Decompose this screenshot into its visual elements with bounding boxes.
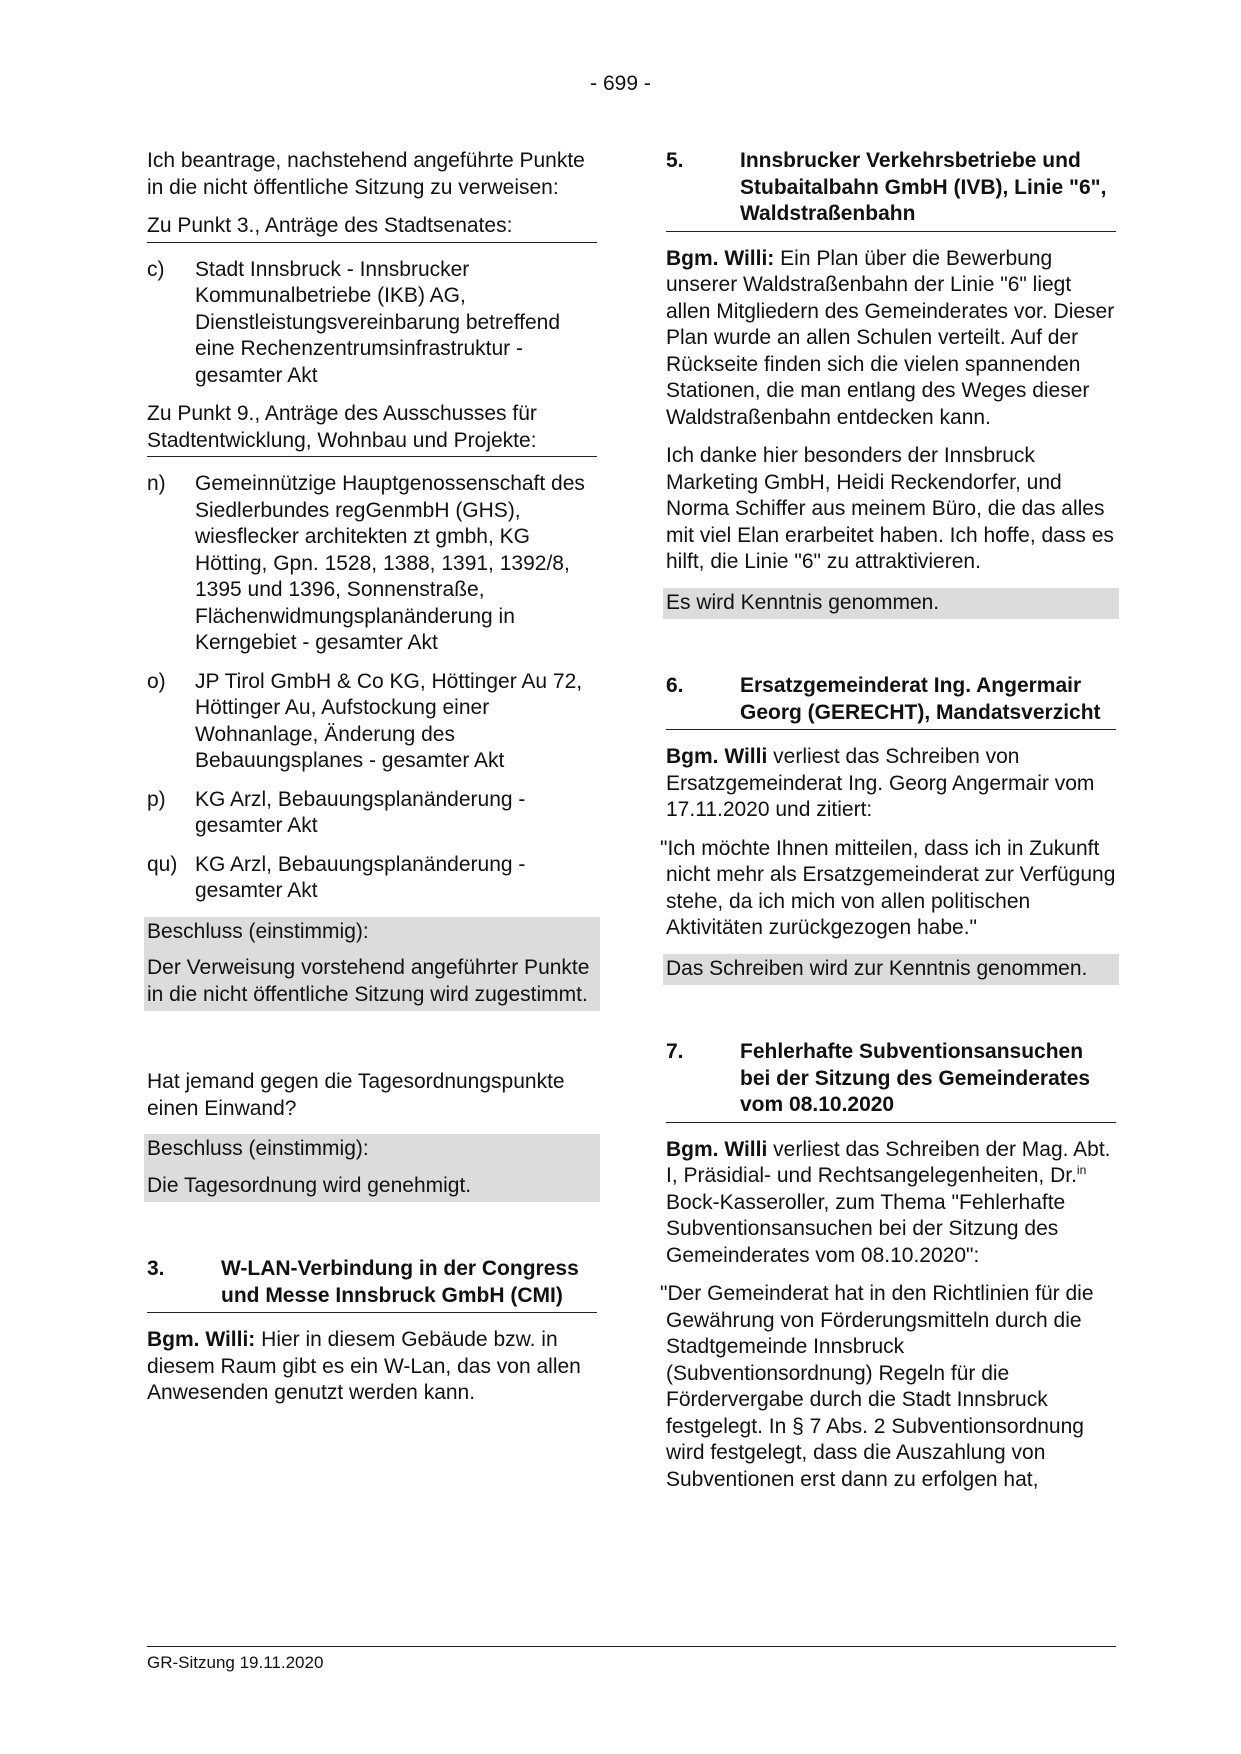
list-item-label: o) [147,669,166,693]
list-item-text: Gemeinnützige Hauptgenossenschaft des Siedlerbundes regGenmbH (GHS), wiesflecker architekten zt gmbh, KG Hötting, Gpn. 1528, 1388, 1391, 1392/8, 1395 und 1396, Sonnenstraße, Flächenwidmungsplanänderung in Kerngebiet - gesamter Akt [195,472,585,654]
list-item-label: p) [147,787,166,811]
list-item-text: JP Tirol GmbH & Co KG, Höttinger Au 72, Höttinger Au, Aufstockung einer Wohnanlage, Änderung des Bebauungsplanes - gesamter Akt [195,669,583,772]
speech-text: Ein Plan über die Bewerbung unserer Waldstraßenbahn der Linie "6" liegt allen Mitgliedern des Gemeinderates vor. Dieser Plan wurde an allen Schulen verteilt. Auf der Rückseite finden sich die vielen spannenden Stationen, die man entlang des Weges dieser Waldstraßenbahn entdecken kann. [666,246,1115,429]
section-title: Fehlerhafte Subventionsansuchen bei der Sitzung des Gemeinderates vom 08.10.2020 [740,1040,1091,1116]
superscript-suffix: in [1076,1163,1087,1177]
speaker-name: Bgm. Willi: [666,246,775,270]
list-item-c [147,257,597,390]
result-text: Das Schreiben wird zur Kenntnis genommen. [666,956,1088,980]
einwand-question: Hat jemand gegen die Tagesordnungspunkte einen Einwand? [147,1070,565,1120]
left-column [147,148,597,1419]
section-7-heading [666,1039,1116,1123]
list-item-text: Stadt Innsbruck - Innsbrucker Kommunalbetriebe (IKB) AG, Dienstleistungsvereinbarung betreffend eine Rechenzentrumsinfrastruktur - gesamter Akt [195,257,561,387]
beschluss-title: Beschluss (einstimmig): [147,919,369,943]
speech-text: Hier in diesem Gebäude bzw. in diesem Raum gibt es ein W-Lan, das von allen Anwesenden genutzt werden kann. [147,1328,581,1404]
section-number: 7. [666,1040,684,1063]
right-column [660,148,1116,1505]
list-item-label: c) [147,257,165,281]
beschluss-text: Die Tagesordnung wird genehmigt. [147,1173,472,1197]
result-box-section-6 [663,954,1119,986]
list-item-text: KG Arzl, Bebauungsplanänderung - gesamter Akt [195,852,526,902]
section-number: 5. [666,149,684,172]
list-item-text: KG Arzl, Bebauungsplanänderung - gesamter Akt [195,787,526,837]
list-item-label: n) [147,472,166,495]
list-item-o [147,669,597,775]
section-6-quote [660,836,1116,942]
section-6-heading [666,673,1116,730]
beschluss-box-tagesordnung [144,1134,600,1202]
list-item-label: qu) [147,852,178,876]
speaker-name: Bgm. Willi [666,1137,768,1161]
intro-paragraph: Ich beantrage, nachstehend angeführte Punkte in die nicht öffentliche Sitzung zu verweisen: [147,149,585,199]
section-3-paragraph [147,1327,597,1407]
footer-text: GR-Sitzung 19.11.2020 [147,1653,324,1672]
section-7-quote [660,1281,1116,1493]
beschluss-text: Der Verweisung vorstehend angeführter Punkte in die nicht öffentliche Sitzung wird zugestimmt. [147,956,590,1006]
speaker-name: Bgm. Willi [666,745,768,768]
section-7-paragraph [666,1137,1116,1270]
footer-divider [147,1646,1116,1647]
result-box-section-5 [663,588,1119,620]
beschluss-box-verweisung [144,917,600,1012]
section-6-paragraph [666,744,1116,824]
section-3-heading [147,1256,597,1313]
result-text: Es wird Kenntnis genommen. [666,590,940,614]
section-title: Ersatzgemeinderat Ing. Angermair Georg (GERECHT), Mandatsverzicht [740,674,1101,724]
section-number: 3. [147,1257,165,1280]
zu-punkt-9-heading: Zu Punkt 9., Anträge des Ausschusses für Stadtentwicklung, Wohnbau und Projekte: [147,401,597,457]
page-number: - 699 - [590,72,651,95]
list-item-n [147,471,597,657]
quote-text: "Der Gemeinderat hat in den Richtlinien für die Gewährung von Förderungsmitteln durch die Stadtgemeinde Innsbruck (Subventionsordnung) Regeln für die Fördervergabe durch die Stadt Innsbruck festgelegt. In § 7 Abs. 2 Subventionsordnung wird festgelegt, dass die Auszahlung von Subventionen erst dann zu erfolgen hat, [660,1282,1094,1491]
zu-punkt-3-heading: Zu Punkt 3., Anträge des Stadtsenates: [147,213,597,243]
list-item-qu [147,852,597,905]
speaker-name: Bgm. Willi: [147,1328,256,1351]
section-5-paragraph [666,246,1116,432]
beschluss-title: Beschluss (einstimmig): [147,1137,369,1160]
section-title: W-LAN-Verbindung in der Congress und Messe Innsbruck GmbH (CMI) [221,1257,579,1307]
speech-text-part-2: Bock-Kasseroller, zum Thema "Fehlerhafte Subventionsansuchen bei der Sitzung des Gemeinderates vom 08.10.2020": [666,1190,1066,1267]
list-item-p [147,787,597,840]
section-number: 6. [666,674,684,697]
section-5-heading [666,148,1116,232]
speech-text-part-1: verliest das Schreiben der Mag. Abt. I, Präsidial- und Rechtsangelegenheiten, Dr. [666,1137,1111,1187]
section-title: Innsbrucker Verkehrsbetriebe und Stubaitalbahn GmbH (IVB), Linie "6", Waldstraßenbahn [740,149,1107,225]
quote-text: "Ich möchte Ihnen mitteilen, dass ich in Zukunft nicht mehr als Ersatzgemeinderat zur Verfügung stehe, da ich mich von allen politischen Aktivitäten zurückgezogen habe." [660,836,1116,939]
speech-text: verliest das Schreiben von Ersatzgemeinderat Ing. Georg Angermair vom 17.11.2020 und zitiert: [666,745,1095,821]
section-5-paragraph-2: Ich danke hier besonders der Innsbruck Marketing GmbH, Heidi Reckendorfer, und Norma Schiffer aus meinem Büro, die das alles mit viel Elan erarbeitet haben. Ich hoffe, dass es hilft, die Linie "6" zu attraktivieren. [666,444,1114,573]
